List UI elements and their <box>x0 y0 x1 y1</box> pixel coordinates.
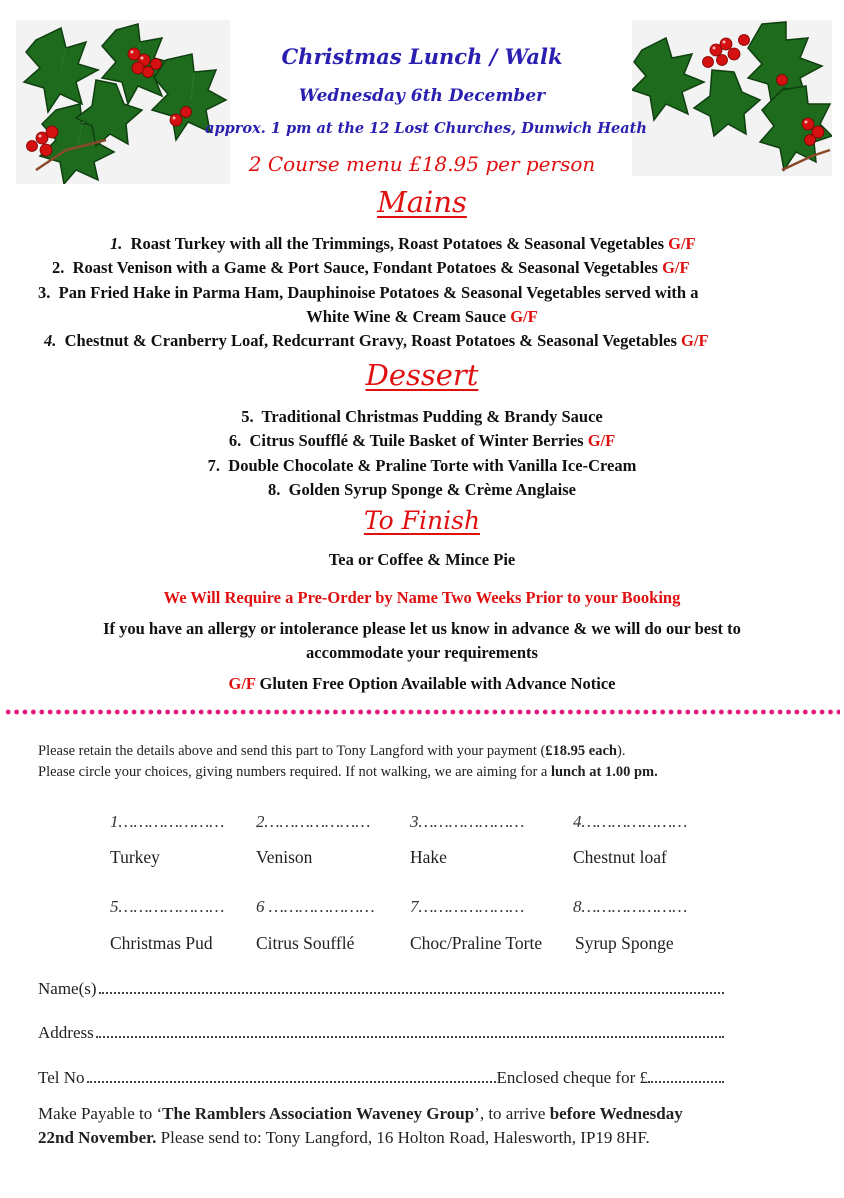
dessert-item-8 <box>0 480 844 500</box>
cheque-dotted-line[interactable] <box>648 1067 724 1083</box>
item-number: 2. <box>52 258 65 277</box>
choice-5-label: Christmas Pud <box>110 933 213 953</box>
main-item-1 <box>110 234 696 254</box>
choice-1-number[interactable]: 1………………… <box>110 812 225 831</box>
name-field[interactable] <box>38 978 724 999</box>
intro-text: Please circle your choices, giving numbers required. If not walking, we are aiming for a <box>38 764 551 780</box>
main-item-3 <box>38 283 698 303</box>
item-text: Traditional Christmas Pudding & Brandy Sauce <box>261 407 603 426</box>
gf-tag: G/F <box>681 331 709 350</box>
item-number: 8. <box>267 480 281 499</box>
choice-1-label: Turkey <box>110 847 160 867</box>
gf-tag: G/F <box>587 431 616 450</box>
dessert-item-7 <box>0 456 844 476</box>
choice-6-label: Citrus Soufflé <box>256 933 355 953</box>
item-text: White Wine & Cream Sauce <box>306 307 507 326</box>
intro-text: ). <box>616 743 626 759</box>
event-date: Wednesday 6th December <box>298 86 546 106</box>
finish-text: Tea or Coffee & Mince Pie <box>328 550 516 569</box>
cheque-label: Enclosed cheque for £ <box>496 1068 648 1087</box>
payable-line2 <box>38 1128 650 1148</box>
address-field[interactable] <box>38 1022 724 1043</box>
tel-label: Tel No <box>38 1068 85 1087</box>
item-number: 6. <box>228 431 242 450</box>
address-dotted-line[interactable] <box>96 1022 724 1038</box>
choice-7-label: Choc/Praline Torte <box>410 933 543 953</box>
event-location: approx. 1 pm at the 12 Lost Churches, Dunwich Heath <box>205 120 647 137</box>
choice-4-number[interactable]: 4………………… <box>573 812 688 831</box>
item-text: Double Chocolate & Praline Torte with Vanilla Ice-Cream <box>228 456 637 475</box>
item-number: 5. <box>241 407 254 426</box>
gf-tag: G/F <box>228 674 256 693</box>
deadline-date: 22nd November. <box>38 1128 157 1147</box>
deadline-text: before Wednesday <box>549 1104 683 1123</box>
dessert-item-6 <box>0 431 844 451</box>
gf-tag: G/F <box>510 307 538 326</box>
item-number: 7. <box>207 456 221 475</box>
tel-cheque-field[interactable] <box>38 1067 724 1088</box>
choice-7-number[interactable]: 7………………… <box>410 897 525 916</box>
choice-3-label: Hake <box>410 847 447 867</box>
gf-tag: G/F <box>662 258 690 277</box>
choice-6-number[interactable]: 6 ………………… <box>256 897 375 916</box>
name-label: Name(s) <box>38 979 97 998</box>
lunch-time: lunch at 1.00 pm. <box>550 764 658 780</box>
mains-heading: Mains <box>377 185 467 219</box>
payee-name: The Ramblers Association Waveney Group <box>162 1104 475 1123</box>
payable-text: ’, to arrive <box>474 1104 550 1123</box>
payable-line1 <box>38 1104 683 1124</box>
postal-address: Please send to: Tony Langford, 16 Holton Road, Halesworth, IP19 8HF. <box>156 1128 650 1147</box>
main-item-3-continued <box>0 307 844 327</box>
address-label: Address <box>38 1023 94 1042</box>
choice-2-label: Venison <box>256 847 313 867</box>
payable-text: Make Payable to ‘ <box>38 1104 163 1123</box>
dessert-heading: Dessert <box>365 358 479 392</box>
item-number: 1. <box>110 234 123 253</box>
item-text: Roast Turkey with all the Trimmings, Roast Potatoes & Seasonal Vegetables <box>130 234 664 253</box>
item-text: Chestnut & Cranberry Loaf, Redcurrant Gravy, Roast Potatoes & Seasonal Vegetables <box>64 331 677 350</box>
item-text: Pan Fried Hake in Parma Ham, Dauphinoise Potatoes & Seasonal Vegetables served with a <box>58 283 699 302</box>
finish-heading: To Finish <box>363 506 481 535</box>
gf-tag: G/F <box>668 234 696 253</box>
item-text: Roast Venison with a Game & Port Sauce, Fondant Potatoes & Seasonal Vegetables <box>72 258 658 277</box>
choice-2-number[interactable]: 2………………… <box>256 812 371 831</box>
dotted-divider <box>4 708 840 716</box>
name-dotted-line[interactable] <box>99 978 724 994</box>
form-intro-line1 <box>38 743 625 760</box>
choice-5-number[interactable]: 5………………… <box>110 897 225 916</box>
item-number: 4. <box>44 331 57 350</box>
choice-4-label: Chestnut loaf <box>573 847 667 867</box>
main-item-2 <box>52 258 690 278</box>
choice-3-number[interactable]: 3………………… <box>410 812 525 831</box>
item-number: 3. <box>38 283 51 302</box>
price-line: 2 Course menu £18.95 per person <box>248 152 596 176</box>
gluten-free-notice <box>0 674 844 694</box>
allergy-notice-line2: accommodate your requirements <box>306 643 538 662</box>
event-title: Christmas Lunch / Walk <box>281 44 563 69</box>
choice-8-number[interactable]: 8………………… <box>573 897 688 916</box>
allergy-notice-line1: If you have an allergy or intolerance please let us know in advance & we will do our best to <box>103 619 741 638</box>
dessert-item-5 <box>0 407 844 427</box>
preorder-notice: We Will Require a Pre-Order by Name Two Weeks Prior to your Booking <box>163 588 681 607</box>
price-each: £18.95 each <box>545 743 617 759</box>
item-text: Golden Syrup Sponge & Crème Anglaise <box>288 480 577 499</box>
item-text: Citrus Soufflé & Tuile Basket of Winter Berries <box>249 431 584 450</box>
intro-text: Please retain the details above and send this part to Tony Langford with your payment ( <box>38 743 546 759</box>
gf-notice-text: Gluten Free Option Available with Advance Notice <box>259 674 616 693</box>
form-intro-line2 <box>38 764 658 781</box>
choice-8-label: Syrup Sponge <box>575 933 674 953</box>
tel-dotted-line[interactable] <box>87 1067 497 1083</box>
main-item-4 <box>44 331 709 351</box>
